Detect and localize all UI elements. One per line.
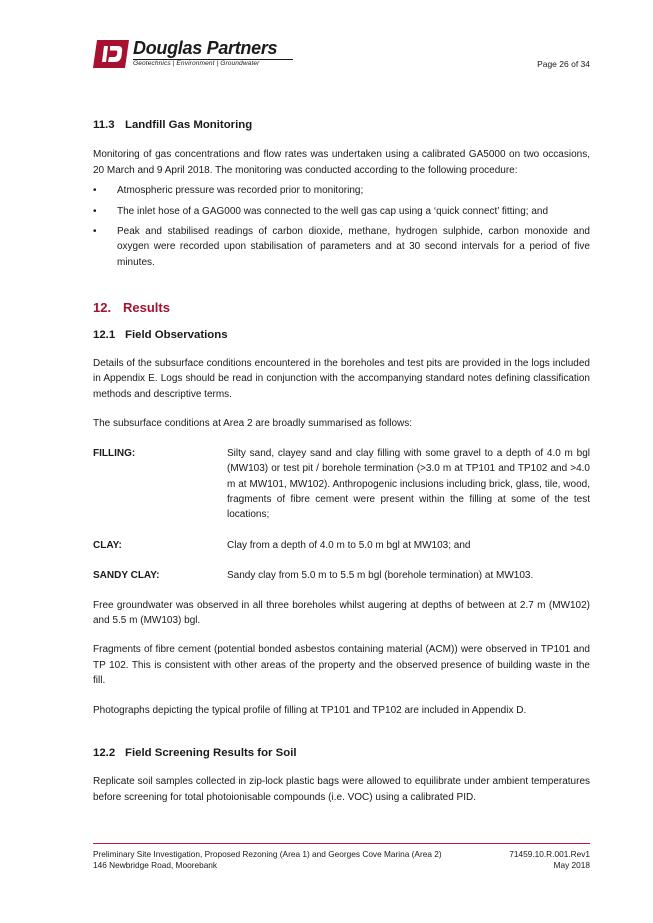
footer-left	[93, 849, 442, 870]
list-item	[93, 183, 590, 198]
footer-right	[509, 849, 590, 870]
brand-tagline: Geotechnics | Environment | Groundwater	[133, 60, 260, 67]
definition-row	[93, 446, 590, 523]
heading-title: Landfill Gas Monitoring	[125, 119, 253, 131]
paragraph: Details of the subsurface conditions encountered in the boreholes and test pits are provided in the logs included in Appendix E. Logs should be read in conjunction with the accompanying standard notes defining classification methods and descriptive terms.	[93, 358, 590, 400]
footer-row	[93, 849, 590, 870]
heading-number: 12.2	[93, 746, 116, 759]
definition-term: SANDY CLAY:	[93, 570, 160, 582]
bullet-icon: •	[93, 205, 97, 217]
definition-desc: Clay from a depth of 4.0 m to 5.0 m bgl at MW103; and	[227, 539, 471, 551]
company-logo	[93, 40, 303, 70]
brand-name: Douglas Partners	[133, 38, 278, 58]
definition-term: FILLING:	[93, 447, 136, 459]
heading-number: 12.	[93, 300, 112, 316]
heading-number: 12.1	[93, 328, 116, 341]
footer-divider	[93, 843, 590, 844]
list-item-text: The inlet hose of a GAG000 was connected to the well gas cap using a ‘quick connect’ fitting; and	[117, 205, 549, 217]
paragraph: Fragments of fibre cement (potential bonded asbestos containing material (ACM)) were observed in TP101 and TP 102. This is consistent with other areas of the property and the observed presence of building waste in the fill.	[93, 644, 590, 687]
paragraph: Photographs depicting the typical profile of filling at TP101 and TP102 are included in Appendix D.	[93, 704, 527, 716]
page-footer	[93, 843, 590, 870]
heading-11-3	[93, 118, 590, 133]
list-item-text: Atmospheric pressure was recorded prior to monitoring;	[117, 185, 364, 197]
main-content	[93, 118, 590, 805]
report-date: May 2018	[553, 859, 590, 870]
site-address: 146 Newbridge Road, Moorebank	[93, 859, 218, 870]
list-item	[93, 204, 590, 219]
heading-12	[93, 300, 590, 315]
list-item	[93, 224, 590, 270]
paragraph: The subsurface conditions at Area 2 are broadly summarised as follows:	[93, 418, 413, 430]
bullet-icon: •	[93, 185, 97, 197]
list-item-text: Peak and stabilised readings of carbon dioxide, methane, hydrogen sulphide, carbon monoxide and oxygen were recorded upon stabilisation of parameters and at 30 second intervals for a period of five minutes.	[117, 226, 590, 268]
page-number: Page 26 of 34	[537, 59, 590, 69]
heading-number: 11.3	[93, 119, 115, 131]
heading-12-2	[93, 746, 590, 761]
heading-title: Field Screening Results for Soil	[125, 746, 297, 759]
paragraph: Monitoring of gas concentrations and flow rates was undertaken using a calibrated GA5000 on two occasions, 20 March and 9 April 2018. The monitoring was conducted according to the following procedure:	[93, 149, 590, 176]
heading-title: Results	[123, 300, 170, 316]
definition-term: CLAY:	[93, 539, 122, 551]
logo-mark-icon	[93, 40, 129, 68]
procedure-list	[93, 183, 590, 270]
paragraph: Free groundwater was observed in all three boreholes whilst augering at depths of between at 2.7 m (MW102) and 5.5 m (MW103) bgl.	[93, 599, 590, 626]
report-title: Preliminary Site Investigation, Proposed Rezoning (Area 1) and Georges Cove Marina (Area 2)	[93, 849, 442, 859]
definition-desc: Silty sand, clayey sand and clay filling with some gravel to a depth of 4.0 m bgl (MW103) or test pit / borehole termination (>3.0 m at TP101 and TP102 and >4.0 m at MW101, MW102). Anthropogenic inclusions including brick, glass, tile, wood, fragments of fibre cement were present within the filling at some of the test locations;	[227, 447, 590, 521]
heading-12-1	[93, 328, 590, 343]
report-number: 71459.10.R.001.Rev1	[509, 849, 590, 859]
paragraph: Replicate soil samples collected in zip-lock plastic bags were allowed to equilibrate under ambient temperatures before screening for total photoionisable compounds (i.e. VOC) using a calibrated PID.	[93, 776, 590, 803]
definition-row	[93, 568, 590, 583]
heading-title: Field Observations	[125, 328, 228, 341]
definition-desc: Sandy clay from 5.0 m to 5.5 m bgl (borehole termination) at MW103.	[227, 570, 534, 582]
definition-row	[93, 538, 590, 553]
bullet-icon: •	[93, 226, 97, 238]
